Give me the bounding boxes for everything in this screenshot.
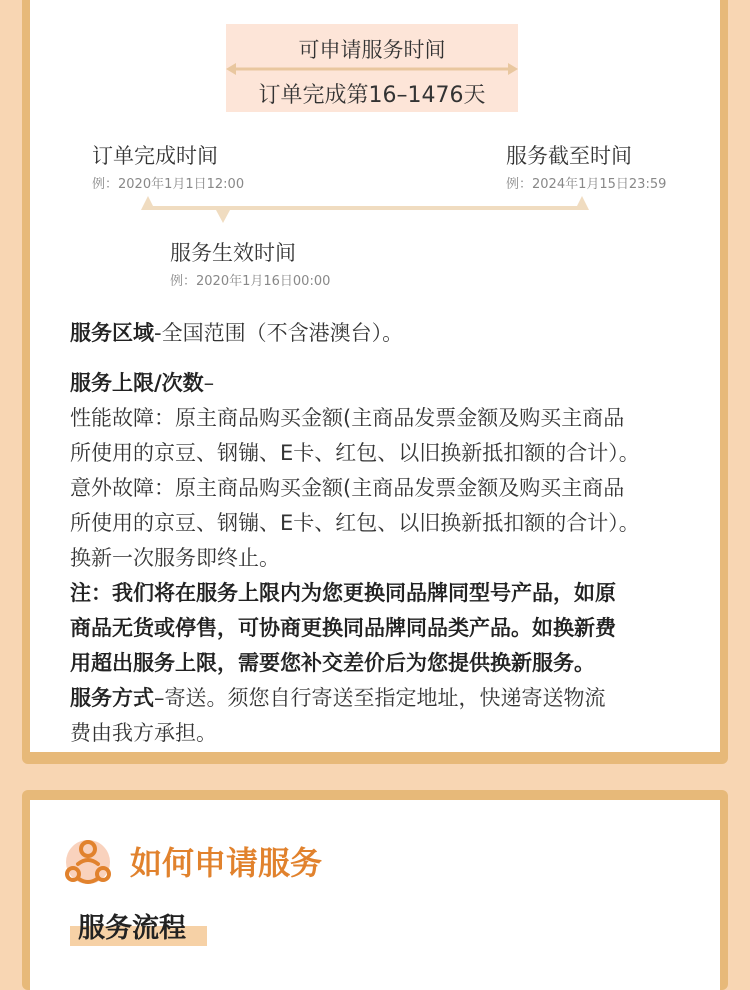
service-details	[70, 366, 720, 751]
service-effective-title: 服务生效时间	[170, 241, 296, 265]
apply-card	[30, 800, 720, 990]
service-method-text: –寄送。须您自行寄送至指定地址，快递寄送物流	[154, 686, 606, 710]
note-line: 注：我们将在服务上限内为您更换同品牌同型号产品，如原	[70, 581, 616, 605]
order-complete-title: 订单完成时间	[92, 144, 218, 168]
service-method-text-cont: 费由我方承担。	[70, 721, 217, 745]
limit-line: 所使用的京豆、钢镚、E卡、红包、以旧换新抵扣额的合计）。	[70, 441, 640, 465]
limit-line: 意外故障：原主商品购买金额(主商品发票金额及购买主商品	[70, 476, 625, 500]
service-limit-suffix: –	[203, 371, 215, 395]
section-title: 如何申请服务	[130, 844, 323, 882]
limit-line: 换新一次服务即终止。	[70, 546, 280, 570]
double-arrow-icon	[226, 62, 518, 76]
service-region	[70, 316, 720, 351]
service-limit-label: 服务上限/次数	[70, 371, 204, 395]
note-line: 商品无货或停售，可协商更换同品牌同品类产品。如换新费	[70, 616, 616, 640]
process-subtitle: 服务流程	[78, 913, 186, 944]
timeline-bar	[140, 194, 590, 224]
apply-window-range: 订单完成第16–1476天	[258, 83, 486, 108]
service-region-text: -全国范围（不含港澳台）。	[154, 321, 404, 345]
note-line: 用超出服务上限，需要您补交差价后为您提供换新服务。	[70, 651, 595, 675]
service-region-label: 服务区域	[70, 321, 154, 345]
service-effective-example: 例：2020年1月16日00:00	[170, 274, 331, 289]
service-end-title: 服务截至时间	[506, 144, 632, 168]
people-share-icon	[64, 838, 112, 886]
service-method-label: 服务方式	[70, 686, 154, 710]
limit-line: 性能故障：原主商品购买金额(主商品发票金额及购买主商品	[70, 406, 625, 430]
service-end-example: 例：2024年1月15日23:59	[506, 177, 667, 192]
apply-window-label: 可申请服务时间	[298, 38, 446, 62]
limit-line: 所使用的京豆、钢镚、E卡、红包、以旧换新抵扣额的合计）。	[70, 511, 640, 535]
order-complete-example: 例：2020年1月1日12:00	[92, 177, 245, 192]
